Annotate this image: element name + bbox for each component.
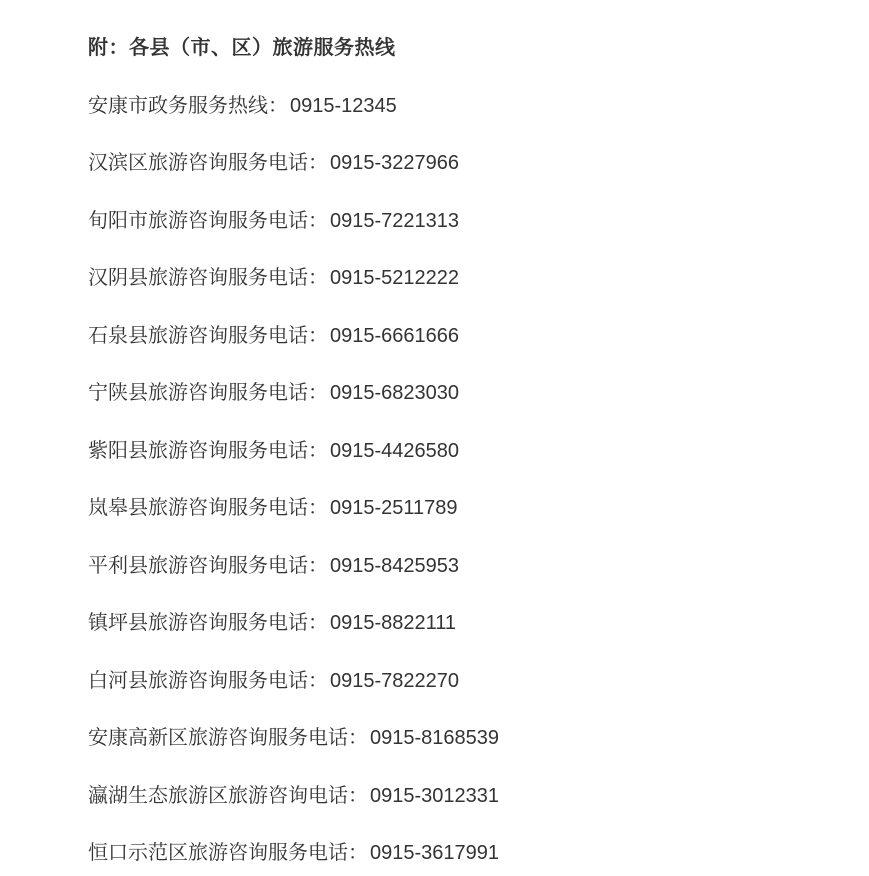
hotline-separator: ：	[268, 94, 288, 117]
hotline-label: 石泉县旅游咨询服务电话	[88, 324, 308, 347]
hotline-row	[88, 439, 829, 463]
hotline-phone: 0915-8425953	[330, 554, 460, 577]
hotline-separator: ：	[348, 784, 368, 807]
hotline-row	[88, 669, 829, 693]
hotline-label: 旬阳市旅游咨询服务电话	[88, 209, 308, 232]
hotline-label: 安康高新区旅游咨询服务电话	[88, 727, 348, 749]
hotline-phone: 0915-7822270	[330, 669, 460, 692]
hotline-separator: ：	[308, 612, 328, 634]
hotline-phone: 0915-6823030	[330, 382, 460, 404]
hotline-separator: ：	[308, 554, 328, 577]
hotline-row	[88, 381, 829, 405]
hotline-row	[88, 94, 829, 118]
hotline-row	[88, 841, 829, 865]
hotline-label: 安康市政务服务热线	[88, 94, 268, 117]
hotline-phone: 0915-12345	[290, 94, 397, 117]
hotline-label: 岚皋县旅游咨询服务电话	[88, 497, 308, 519]
hotline-separator: ：	[308, 209, 328, 232]
hotline-phone: 0915-4426580	[330, 439, 460, 462]
hotline-separator: ：	[348, 842, 368, 864]
hotline-row	[88, 151, 829, 175]
hotline-separator: ：	[308, 152, 328, 174]
hotline-label: 紫阳县旅游咨询服务电话	[88, 439, 308, 462]
hotline-row	[88, 726, 829, 750]
hotline-label: 平利县旅游咨询服务电话	[88, 554, 308, 577]
page-title: 附：各县（市、区）旅游服务热线	[88, 37, 396, 59]
hotline-separator: ：	[308, 669, 328, 692]
hotline-row	[88, 266, 829, 290]
hotline-phone: 0915-8822111	[330, 612, 457, 634]
hotline-phone: 0915-3617991	[370, 842, 500, 864]
hotline-separator: ：	[308, 267, 328, 289]
hotline-phone: 0915-6661666	[330, 324, 460, 347]
hotline-row	[88, 784, 829, 808]
hotline-phone: 0915-3012331	[370, 784, 500, 807]
hotline-label: 恒口示范区旅游咨询服务电话	[88, 842, 348, 864]
hotline-row	[88, 324, 829, 348]
hotline-separator: ：	[308, 324, 328, 347]
hotline-row	[88, 496, 829, 520]
hotline-separator: ：	[308, 439, 328, 462]
hotline-row	[88, 611, 829, 635]
hotline-phone: 0915-8168539	[370, 727, 500, 749]
hotline-phone: 0915-3227966	[330, 152, 460, 174]
hotline-phone: 0915-5212222	[330, 267, 460, 289]
hotline-row	[88, 554, 829, 578]
hotline-label: 白河县旅游咨询服务电话	[88, 669, 308, 692]
hotline-label: 汉阴县旅游咨询服务电话	[88, 267, 308, 289]
hotline-separator: ：	[308, 497, 328, 519]
hotline-phone: 0915-7221313	[330, 209, 460, 232]
hotline-label: 瀛湖生态旅游区旅游咨询电话	[88, 784, 348, 807]
hotline-label: 镇坪县旅游咨询服务电话	[88, 612, 308, 634]
hotline-label: 宁陕县旅游咨询服务电话	[88, 382, 308, 404]
hotline-row	[88, 209, 829, 233]
hotline-label: 汉滨区旅游咨询服务电话	[88, 152, 308, 174]
hotline-separator: ：	[308, 382, 328, 404]
hotline-phone: 0915-2511789	[330, 497, 458, 519]
hotline-separator: ：	[348, 727, 368, 749]
